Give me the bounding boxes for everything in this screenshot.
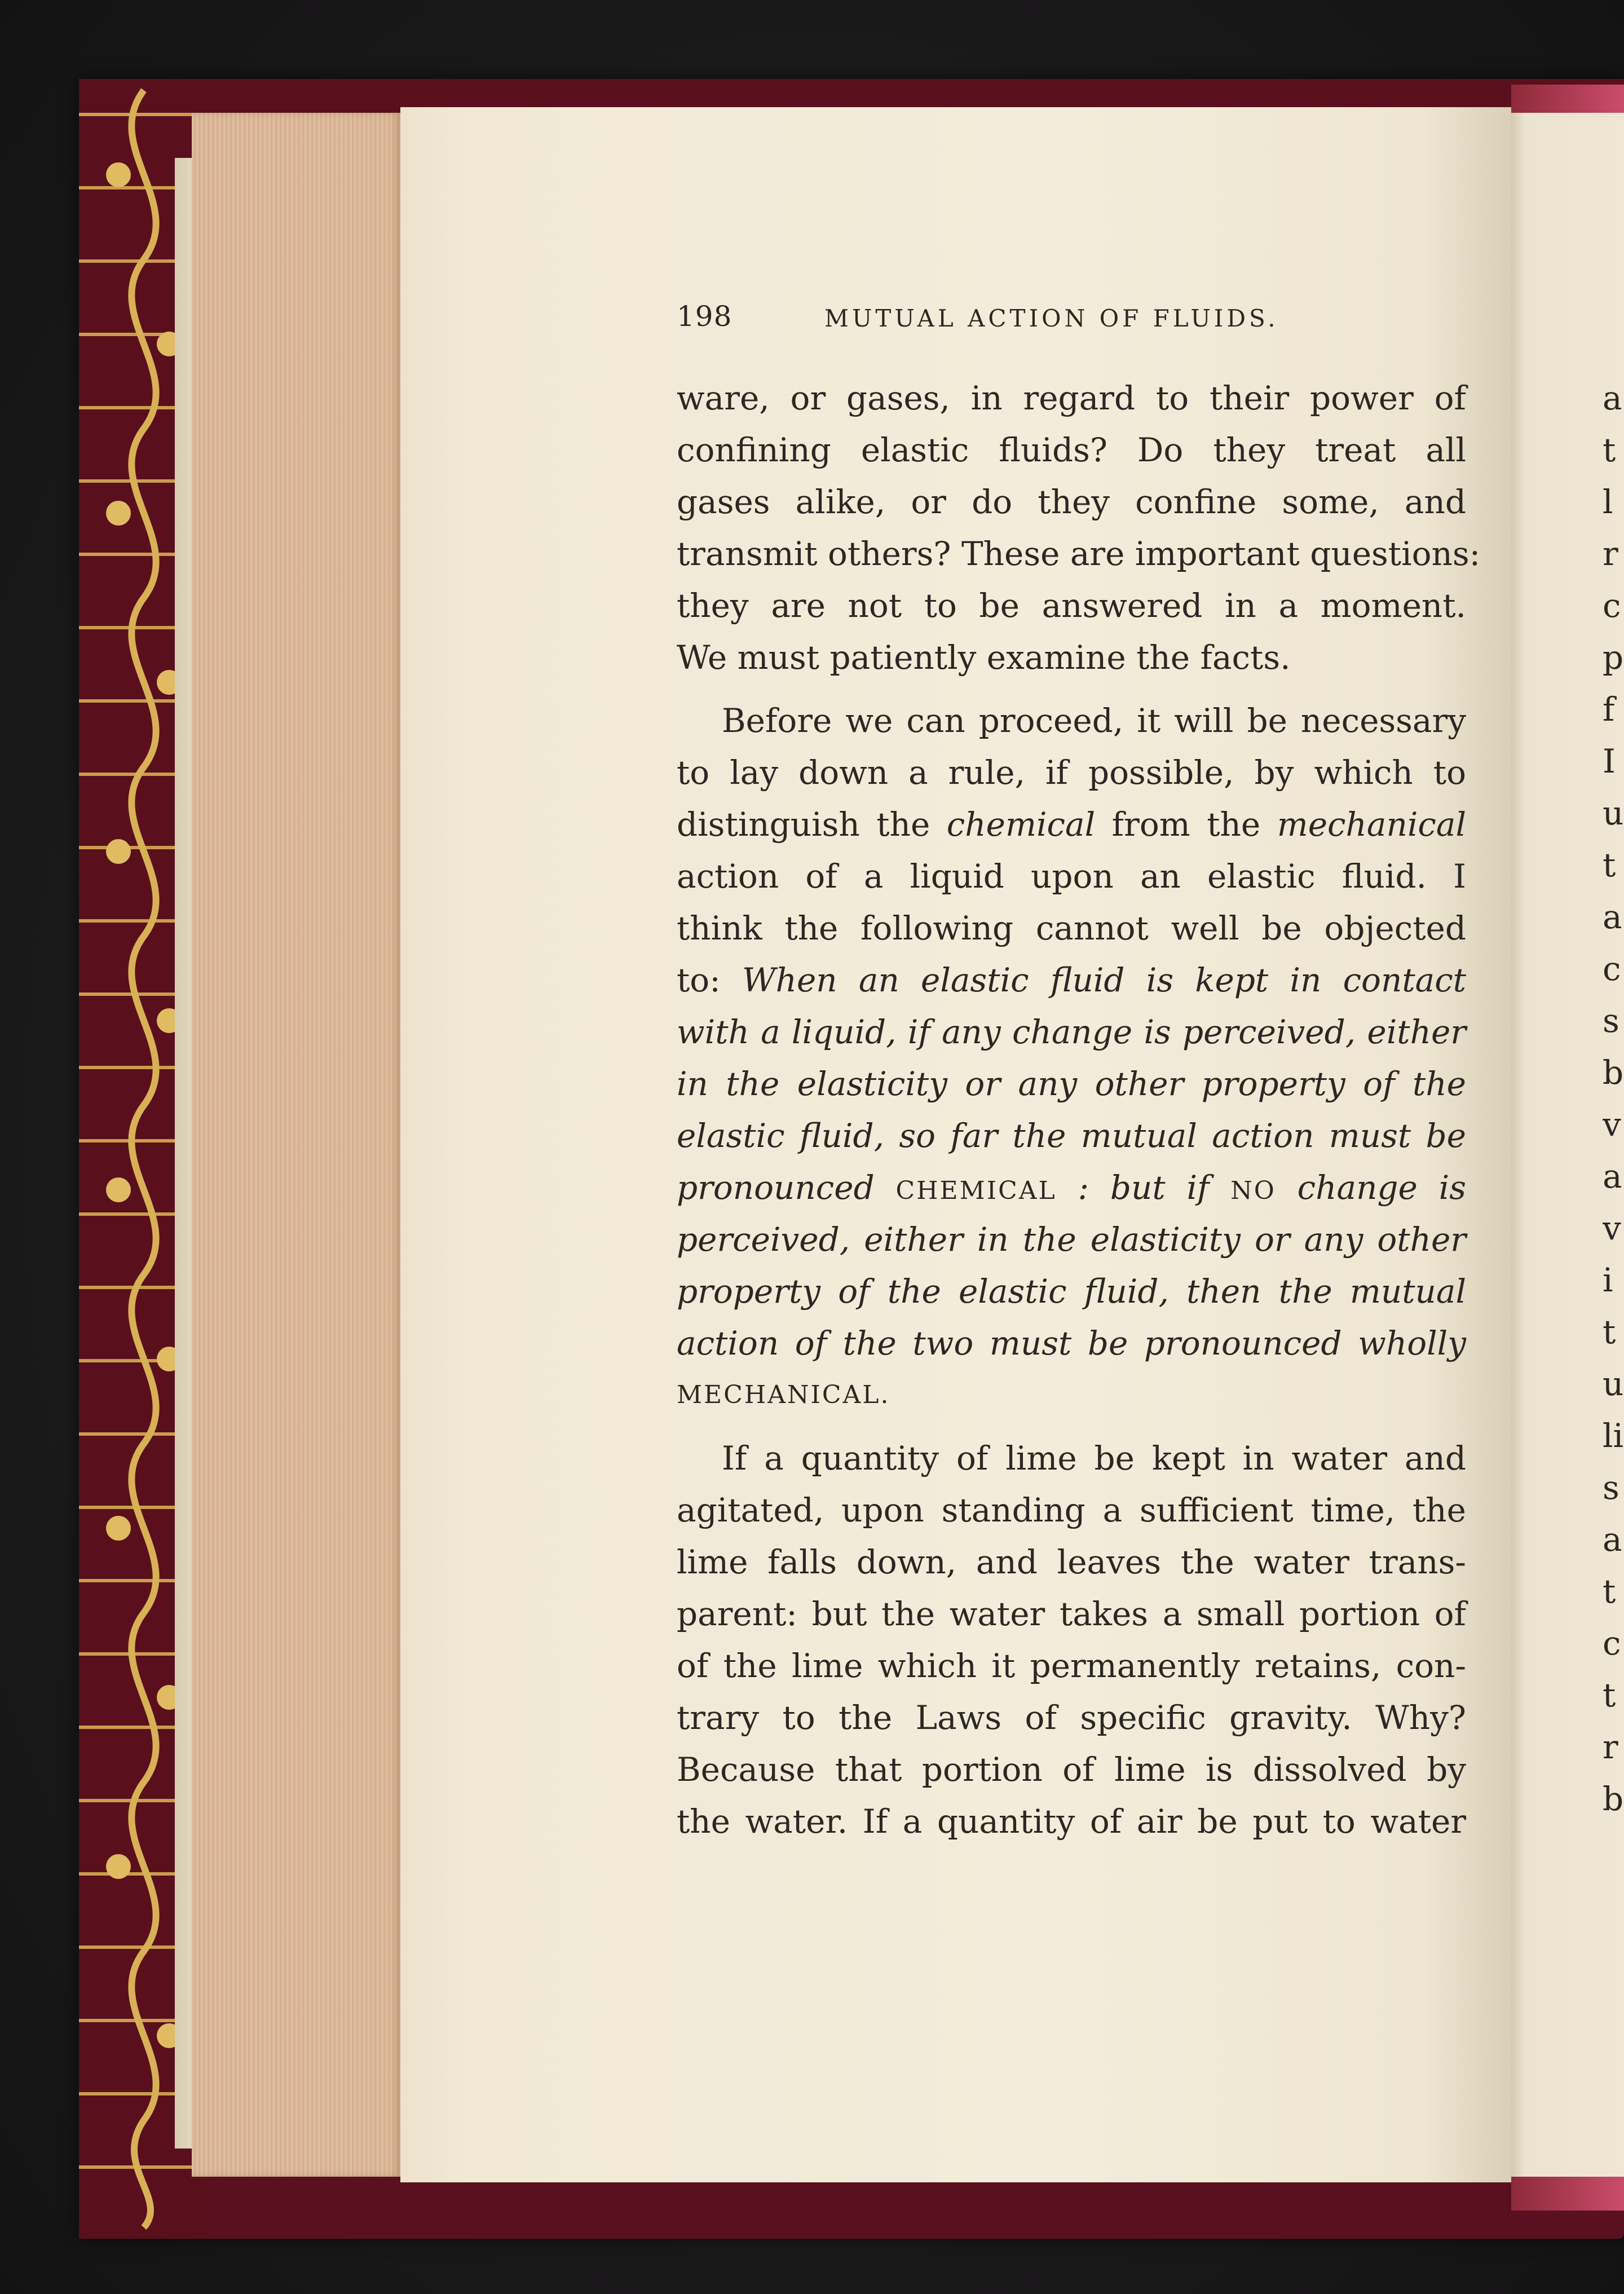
facing-page-fragment: r: [1603, 535, 1618, 573]
facing-page-fragment: c: [1603, 950, 1621, 988]
text-line: agitated, upon standing a sufficient time, the: [677, 1491, 1466, 1529]
text-line: parent: but the water takes a small portion of: [677, 1595, 1466, 1633]
text-line: trary to the Laws of specific gravity. Why?: [677, 1699, 1466, 1737]
text-line: with a liquid, if any change is perceived, either: [677, 1013, 1466, 1051]
facing-page-fragment: li: [1603, 1417, 1624, 1455]
emphasis: pronounced: [677, 1168, 875, 1207]
text-line: ware, or gases, in regard to their power of: [677, 379, 1466, 417]
text-line: in the elasticity or any other property of the: [677, 1065, 1466, 1103]
text-line: If a quantity of lime be kept in water and: [722, 1439, 1466, 1477]
text-line: action of a liquid upon an elastic fluid. I: [677, 857, 1466, 895]
text-line: the water. If a quantity of air be put to water: [677, 1802, 1466, 1841]
text-fragment: distinguish the: [677, 805, 930, 844]
facing-page-fragment: I: [1603, 742, 1616, 780]
facing-page-fragment: r: [1603, 1728, 1618, 1766]
text-line: [677, 954, 1466, 1006]
text-line: perceived, either in the elasticity or any other: [677, 1220, 1466, 1259]
facing-page-fragment: u: [1603, 1365, 1624, 1403]
text-line: MECHANICAL.: [677, 1380, 890, 1409]
facing-page-fragment: i: [1603, 1261, 1613, 1299]
facing-page-fragment: s: [1603, 1468, 1619, 1507]
emphasis: When an elastic fluid is kept in contact: [742, 961, 1466, 999]
emphasis: chemical: [946, 805, 1096, 844]
facing-page-fragment: p: [1603, 638, 1624, 677]
facing-page-fragment: b: [1603, 1780, 1624, 1818]
text-line: We must patiently examine the facts.: [677, 638, 1291, 677]
text-line: lime falls down, and leaves the water trans-: [677, 1543, 1466, 1581]
facing-page-fragment: l: [1603, 483, 1613, 521]
facing-page-fragment: t: [1603, 1676, 1616, 1714]
facing-page-fragment: a: [1603, 1157, 1622, 1195]
facing-page-fragment: a: [1603, 898, 1622, 936]
body-text: [677, 372, 1481, 1847]
facing-page-bottom-edge: [1511, 2177, 1624, 2211]
facing-page-fragment: v: [1603, 1209, 1621, 1247]
text-line: [677, 799, 1466, 850]
text-line: transmit others? These are important questions:: [677, 535, 1481, 573]
facing-page-fragment: t: [1603, 1313, 1616, 1351]
text-line: action of the two must be pronounced wholly: [677, 1324, 1466, 1362]
page-edges: [192, 113, 400, 2177]
text-line: think the following cannot well be objected: [677, 909, 1466, 947]
facing-page-fragment: u: [1603, 794, 1624, 832]
running-head: [677, 300, 1466, 345]
small-caps: CHEMICAL: [895, 1176, 1057, 1205]
page-number: 198: [677, 300, 732, 333]
running-title: MUTUAL ACTION OF FLUIDS.: [824, 305, 1279, 332]
text-line: they are not to be answered in a moment.: [677, 586, 1466, 625]
text-line: to lay down a rule, if possible, by which to: [677, 753, 1466, 792]
facing-page-fragment: s: [1603, 1002, 1619, 1040]
text-line: [677, 1162, 1466, 1214]
facing-page-fragment: c: [1603, 1624, 1621, 1662]
facing-page-fragment: a: [1603, 1520, 1622, 1559]
facing-page-fragment: t: [1603, 431, 1616, 469]
text-line: Because that portion of lime is dissolved by: [677, 1750, 1466, 1789]
emphasis: change is: [1297, 1168, 1466, 1207]
facing-page-fragment: v: [1603, 1105, 1621, 1144]
emphasis: : but if: [1078, 1168, 1210, 1207]
facing-page-fragment: f: [1603, 690, 1615, 729]
facing-page-fragment: a: [1603, 379, 1622, 417]
facing-page-fragment: c: [1603, 586, 1621, 625]
text-line: property of the elastic fluid, then the mutual: [677, 1272, 1466, 1311]
facing-page-fragment: t: [1603, 846, 1616, 884]
text-fragment: to:: [677, 961, 721, 999]
text-line: Before we can proceed, it will be necessary: [722, 702, 1466, 740]
small-caps: NO: [1230, 1176, 1276, 1205]
facing-page-text: [1603, 372, 1624, 1825]
facing-page-fragment: t: [1603, 1572, 1616, 1611]
facing-page-fragment: b: [1603, 1053, 1624, 1092]
text-line: of the lime which it permanently retains, con-: [677, 1647, 1466, 1685]
text-line: elastic fluid, so far the mutual action must be: [677, 1117, 1466, 1155]
text-line: gases alike, or do they confine some, and: [677, 483, 1466, 521]
text-line: confining elastic fluids? Do they treat all: [677, 431, 1466, 469]
text-fragment: from the: [1111, 805, 1261, 844]
emphasis: mechanical: [1277, 805, 1466, 844]
